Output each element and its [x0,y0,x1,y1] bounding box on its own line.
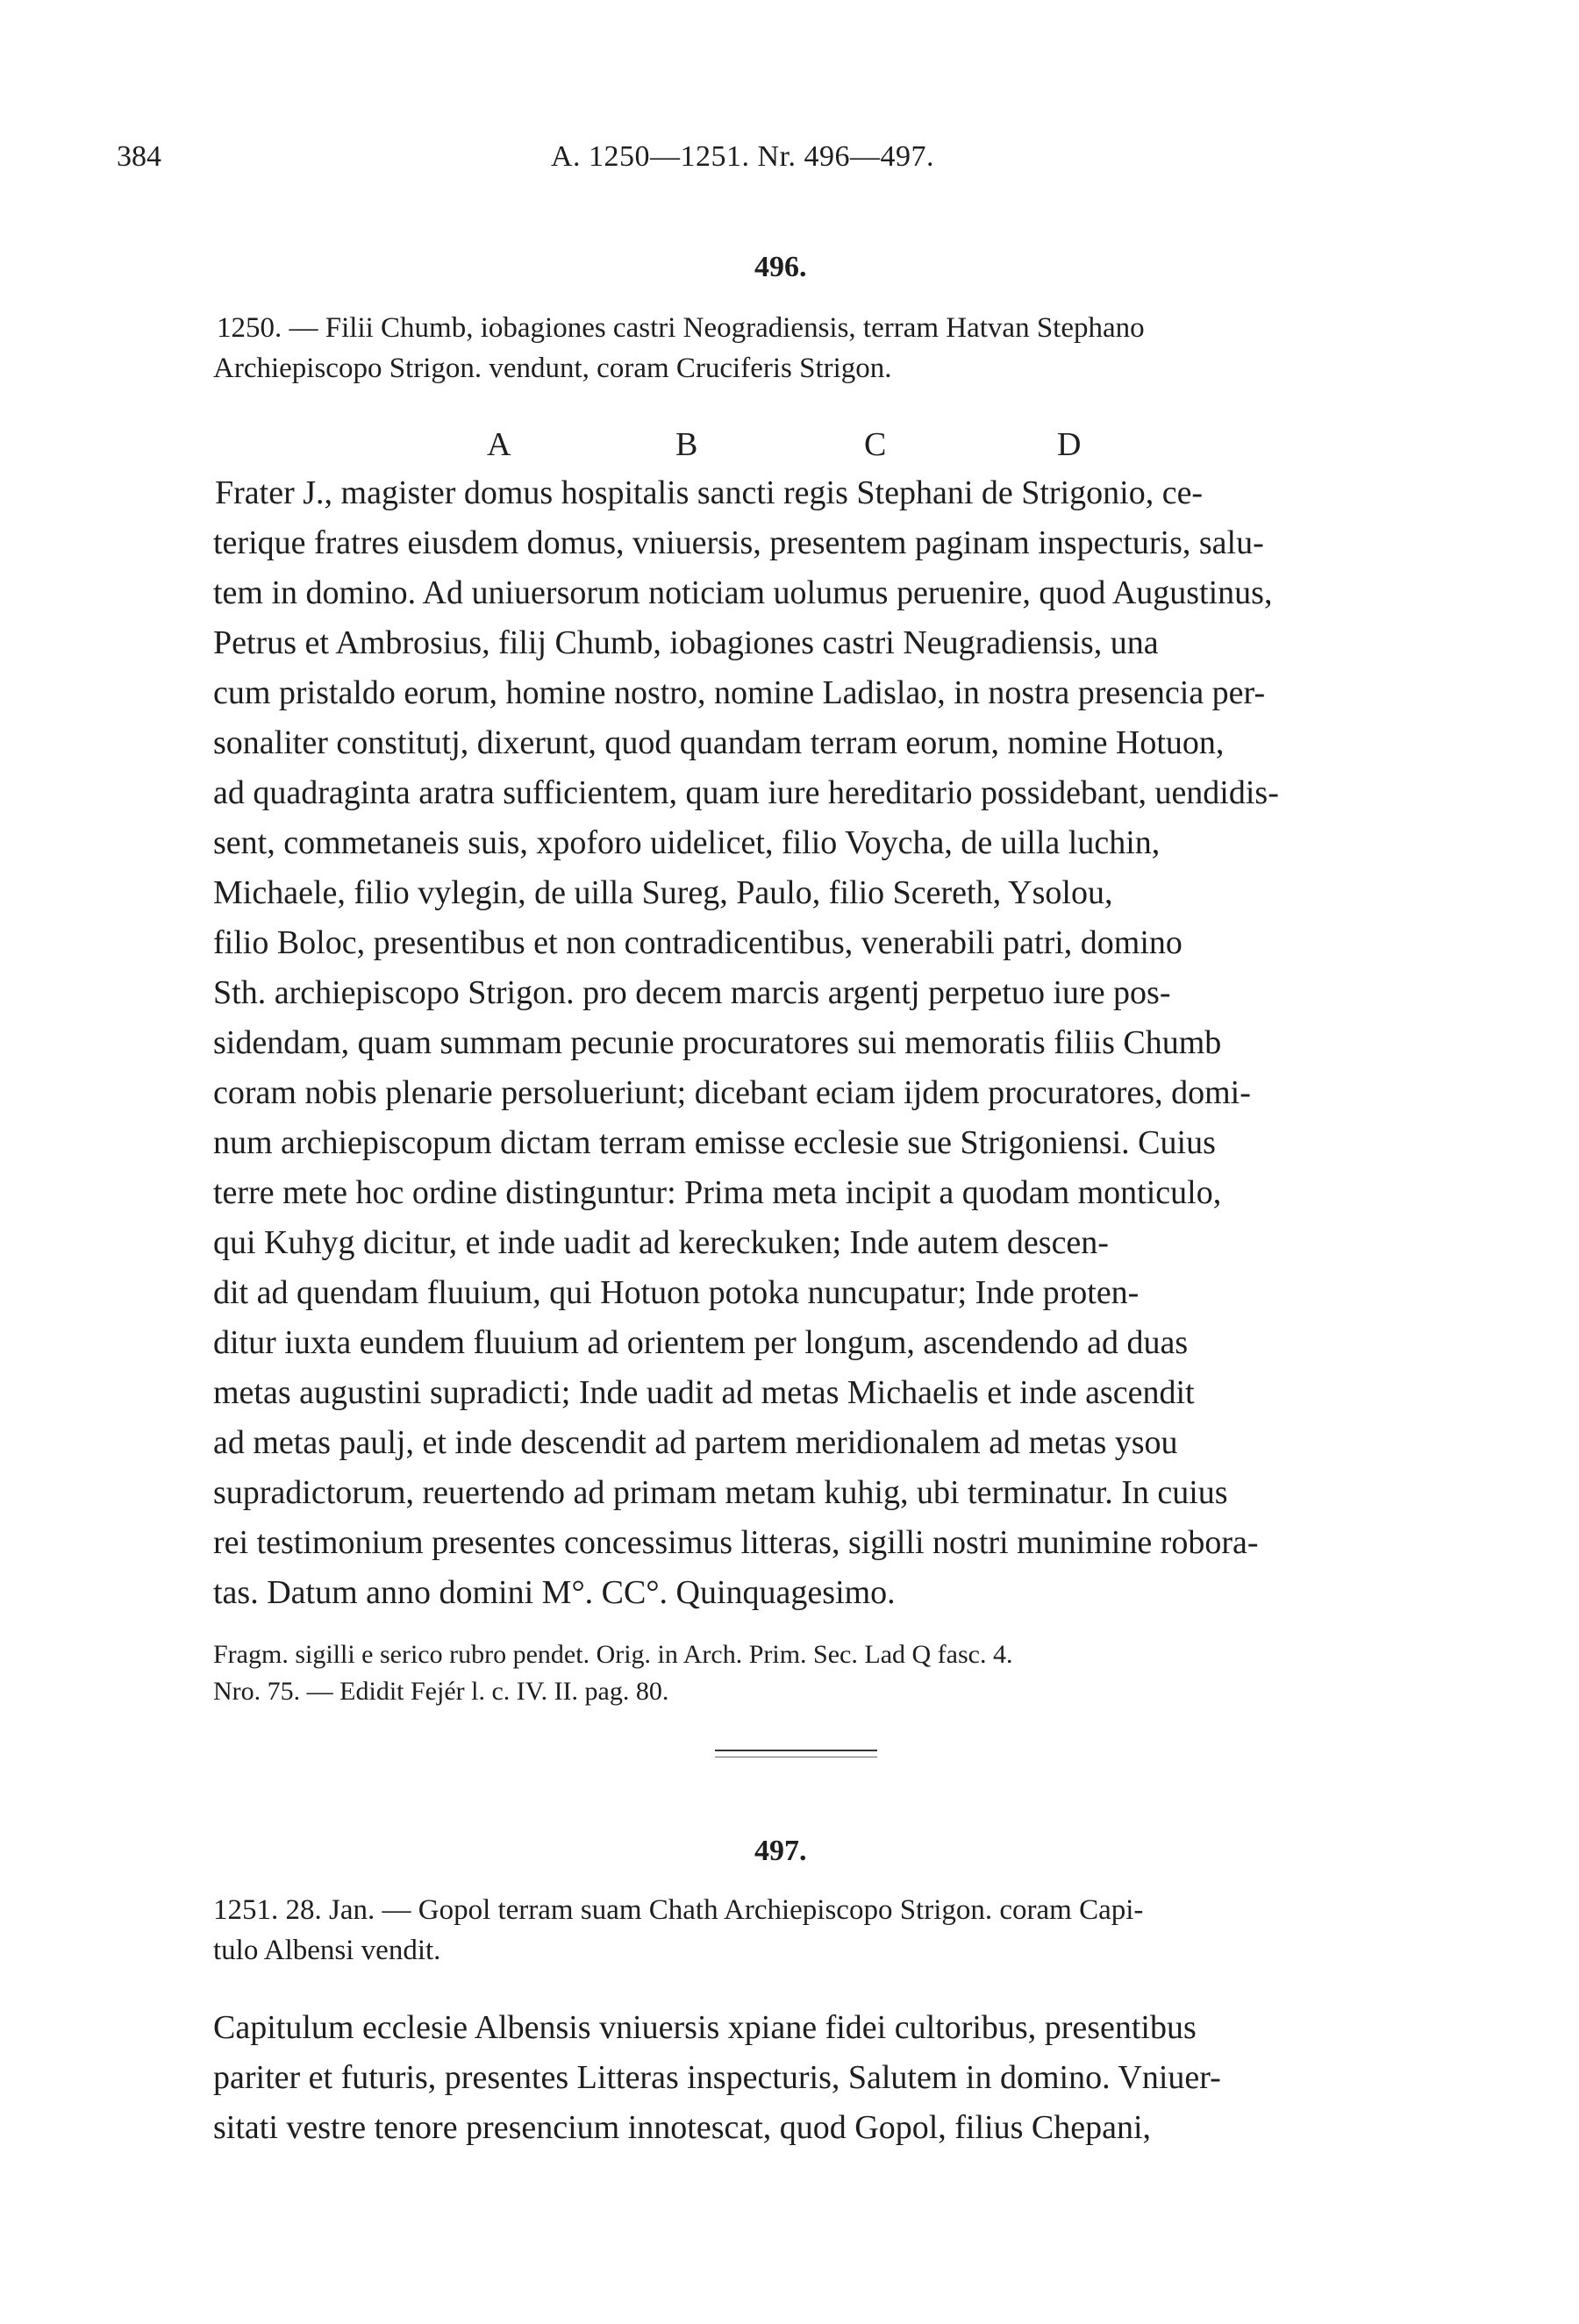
body-497-line-1: Capitulum ecclesie Albensis vniuersis xpiane fidei cultoribus, presentibus [213,2009,1197,2046]
regest-496-line-1 [213,312,1450,345]
body-496-line-13: coram nobis plenarie persolueriunt; dicebant eciam ijdem procuratores, domi- [213,1074,1251,1111]
body-496-line-14: num archiepiscopum dictam terram emisse ecclesie sue Strigoniensi. Cuius [213,1124,1216,1161]
body-496-line-18: ditur iuxta eundem fluuium ad orientem per longum, ascendendo ad duas [213,1324,1189,1361]
running-title: A. 1250—1251. Nr. 496—497. [551,140,935,173]
body-496-line-5: cum pristaldo eorum, homine nostro, nomine Ladislao, in nostra presencia per- [213,674,1266,711]
source-note-line-2: Nro. 75. — Edidit Fejér l. c. IV. II. pag. 80. [213,1677,669,1706]
regest-text: 1250. — Filii Chumb, iobagiones castri Neogradiensis, terram Hatvan Stephano [217,312,1145,344]
body-496-line-6: sonaliter constitutj, dixerunt, quod quandam terram eorum, nomine Hotuon, [213,724,1225,761]
regest-497-line-2: tulo Albensi vendit. [213,1935,441,1966]
manuscript-letter-b: B [675,426,698,463]
manuscript-letter-a: A [487,426,511,463]
document-number-496: 496. [754,251,807,283]
body-497-line-2: pariter et futuris, presentes Litteras inspecturis, Salutem in domino. Vniuer- [213,2059,1221,2096]
body-496-line-7: ad quadraginta aratra sufficientem, quam iure hereditario possidebant, uendidis- [213,774,1279,811]
body-496-line-12: sidendam, quam summam pecunie procuratores sui memoratis filiis Chumb [213,1024,1222,1061]
body-496-line-20: ad metas paulj, et inde descendit ad partem meridionalem ad metas ysou [213,1424,1178,1461]
body-496-line-19: metas augustini supradicti; Inde uadit ad metas Michaelis et inde ascendit [213,1374,1195,1411]
body-496-line-9: Michaele, filio vylegin, de uilla Sureg, Paulo, filio Scereth, Ysolou, [213,874,1113,911]
body-497-line-3: sitati vestre tenore presencium innotescat, quod Gopol, filius Chepani, [213,2109,1152,2146]
body-496-line-3: tem in domino. Ad uniuersorum noticiam uolumus peruenire, quod Augustinus, [213,574,1273,611]
document-number-497: 497. [754,1835,807,1867]
body-text: Frater J., magister domus hospitalis sancti regis Stephani de Strigonio, ce- [215,474,1204,511]
body-496-line-21: supradictorum, reuertendo ad primam metam kuhig, ubi terminatur. In cuius [213,1474,1228,1511]
body-496-line-4: Petrus et Ambrosius, filij Chumb, iobagiones castri Neugradiensis, una [213,624,1159,661]
manuscript-letter-d: D [1057,426,1082,463]
body-496-line-11: Sth. archiepiscopo Strigon. pro decem marcis argentj perpetuo iure pos- [213,974,1171,1011]
body-496-line-17: dit ad quendam fluuium, qui Hotuon potoka nuncupatur; Inde proten- [213,1274,1140,1311]
body-496-line-16: qui Kuhyg dicitur, et inde uadit ad kereckuken; Inde autem descen- [213,1224,1109,1261]
regest-496-line-2: Archiepiscopo Strigon. vendunt, coram Cruciferis Strigon. [213,353,892,384]
body-496-line-2: terique fratres eiusdem domus, vniuersis, presentem paginam inspecturis, salu- [213,524,1264,561]
source-note-line-1: Fragm. sigilli e serico rubro pendet. Orig. in Arch. Prim. Sec. Lad Q fasc. 4. [213,1640,1013,1669]
page-number: 384 [117,140,161,173]
body-496-line-23: tas. Datum anno domini M°. CC°. Quinquagesimo. [213,1574,896,1611]
body-496-line-10: filio Boloc, presentibus et non contradicentibus, venerabili patri, domino [213,924,1182,961]
body-496-line-15: terre mete hoc ordine distinguntur: Prima meta incipit a quodam monticulo, [213,1174,1222,1211]
manuscript-letter-c: C [864,426,887,463]
body-496-line-1 [213,474,1450,512]
body-496-line-22: rei testimonium presentes concessimus litteras, sigilli nostri munimine robora- [213,1524,1259,1561]
body-496-line-8: sent, commetaneis suis, xpoforo uidelicet, filio Voycha, de uilla luchin, [213,824,1161,861]
section-divider [715,1750,877,1751]
regest-497-line-1: 1251. 28. Jan. — Gopol terram suam Chath Archiepiscopo Strigon. coram Capi- [213,1894,1144,1926]
